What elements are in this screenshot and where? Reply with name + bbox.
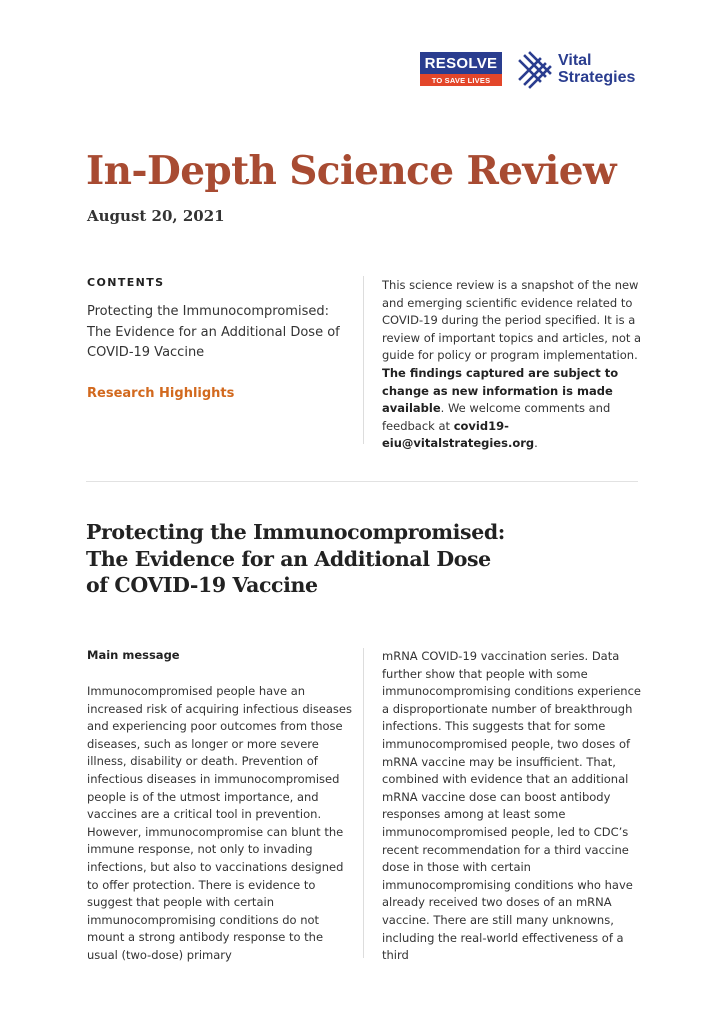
lattice-x-icon [516,51,554,89]
contents-link-immunocompromised[interactable]: Protecting the Immunocompromised: The Evidence for an Additional Dose of COVID-19 Vaccine [87,304,340,360]
document-date: August 20, 2021 [87,207,225,225]
body-text-left-column: Immunocompromised people have an increased risk of acquiring infectious diseases and experiencing poor outcomes from those diseases, such as longer or more severe illness, disability or death. Prevention of infectious diseases in immunocompromised people is of the utmost importance, and vaccines are a critical tool in prevention. However, immunocompromise can blunt the immune response, not only to invading infections, but also to vaccinations designed to offer protection. There is evidence to suggest that people with certain immunocompromising conditions do not mount a strong antibody response to the usual (two-dose) primary [87,684,352,962]
intro-bold-statement: The findings captured are subject to change as new information is made available [382,365,619,416]
contents-heading: CONTENTS [87,276,165,289]
column-divider [363,276,364,444]
feedback-email-link[interactable]: covid19-eiu@vitalstrategies.org [382,418,535,451]
resolve-logo-subtext: TO SAVE LIVES [420,74,502,86]
intro-paragraph: This science review is a snapshot of the new and emerging scientific evidence related to COVID-19 during the period specified. It is a review of important topics and articles, not a guide for policy or program implementation. The findings captured are subject to change as new information is made available. We welcome comments and feedback at covid19-eiu@vitalstrategies.org. [382,278,642,451]
main-message-heading: Main message [87,648,180,662]
vital-logo-text: Vital Strategies [558,52,636,86]
column-divider [363,648,364,958]
resolve-logo-text: RESOLVE [420,52,502,74]
body-text-right-column: mRNA COVID-19 vaccination series. Data further show that people with some immunocompromising conditions experience a disproportionate number of breakthrough infections. This suggests that for some immunocompromised people, two doses of mRNA vaccine may be insufficient. That, combined with evidence that an additional mRNA vaccine dose can boost antibody responses among at least some immunocompromised people, led to CDC’s recent recommendation for a third vaccine dose in those with certain immunocompromising conditions who have already received two doses of an mRNA vaccine. There are still many unknowns, including the real-world effectiveness of a third [382,649,641,963]
vital-strategies-logo [516,50,646,90]
section-divider [86,481,638,482]
document-title: In-Depth Science Review [86,148,616,194]
contents-link-research-highlights[interactable]: Research Highlights [87,386,235,401]
resolve-to-save-lives-logo [420,52,502,86]
section-title: Protecting the Immunocompromised: The Evidence for an Additional Dose of COVID-19 Vaccine [86,520,505,597]
